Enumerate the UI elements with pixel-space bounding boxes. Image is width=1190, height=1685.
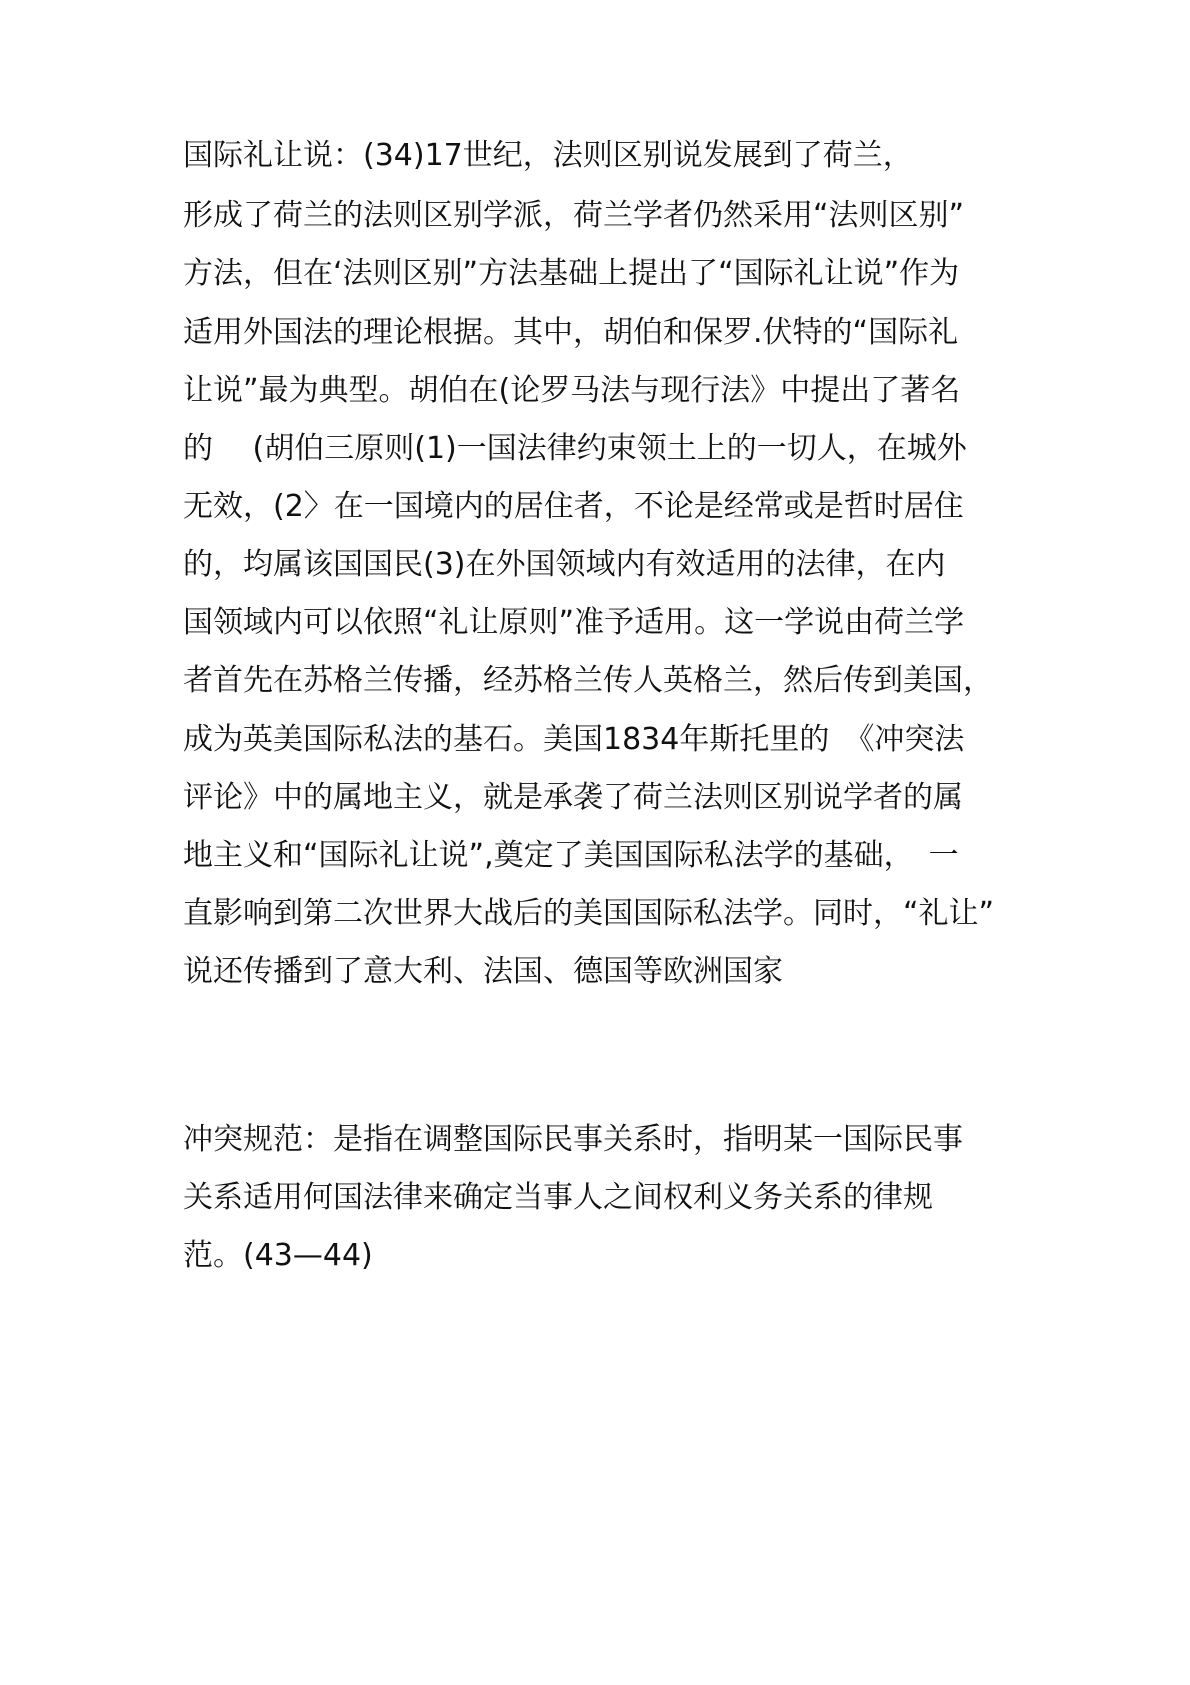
text-line: 形成了荷兰的法则区别学派，荷兰学者仍然采用“法则区别” [183,198,965,233]
text-line: 者首先在苏格兰传播，经苏格兰传人英格兰，然后传到美国， [183,663,993,698]
text-line: 直影响到第二次世界大战后的美国国际私法学。同时，“礼让” [183,896,995,931]
text-line: 适用外国法的理论根据。其中，胡伯和保罗.伏特的“国际礼 [183,315,959,350]
text-line: 评论》中的属地主义，就是承袭了荷兰法则区别说学者的属 [183,780,963,815]
text-line: 方法，但在‘法则区别”方法基础上提出了“国际礼让说”作为 [183,256,960,291]
text-line: 无效，(2〉在一国境内的居住者，不论是经常或是哲时居住 [183,489,964,524]
text-line: 说还传播到了意大利、法国、德国等欧洲国家 [183,954,783,989]
text-line: 地主义和“国际礼让说”,奠定了美国国际私法学的基础， 一 [183,838,959,873]
text-line: 国际礼让说：(34)17世纪，法则区别说发展到了荷兰， [183,138,913,173]
text-line: 范。(43—44) [183,1238,373,1273]
text-line: 的，均属该国国民(3)在外国领域内有效适用的法律，在内 [183,547,946,582]
text-line: 的 (胡伯三原则(1)一国法律约束领土上的一切人，在城外 [183,431,967,466]
text-line: 让说”最为典型。胡伯在(论罗马法与现行法》中提出了著名 [183,373,961,408]
text-line: 成为英美国际私法的基石。美国1834年斯托里的 《冲突法 [183,722,965,757]
text-line: 冲突规范：是指在调整国际民事关系时，指明某一国际民事 [183,1122,963,1157]
text-line: 关系适用何国法律来确定当事人之间权利义务关系的律规 [183,1180,933,1215]
text-line: 国领域内可以依照“礼让原则”准予适用。这一学说由荷兰学 [183,605,965,640]
